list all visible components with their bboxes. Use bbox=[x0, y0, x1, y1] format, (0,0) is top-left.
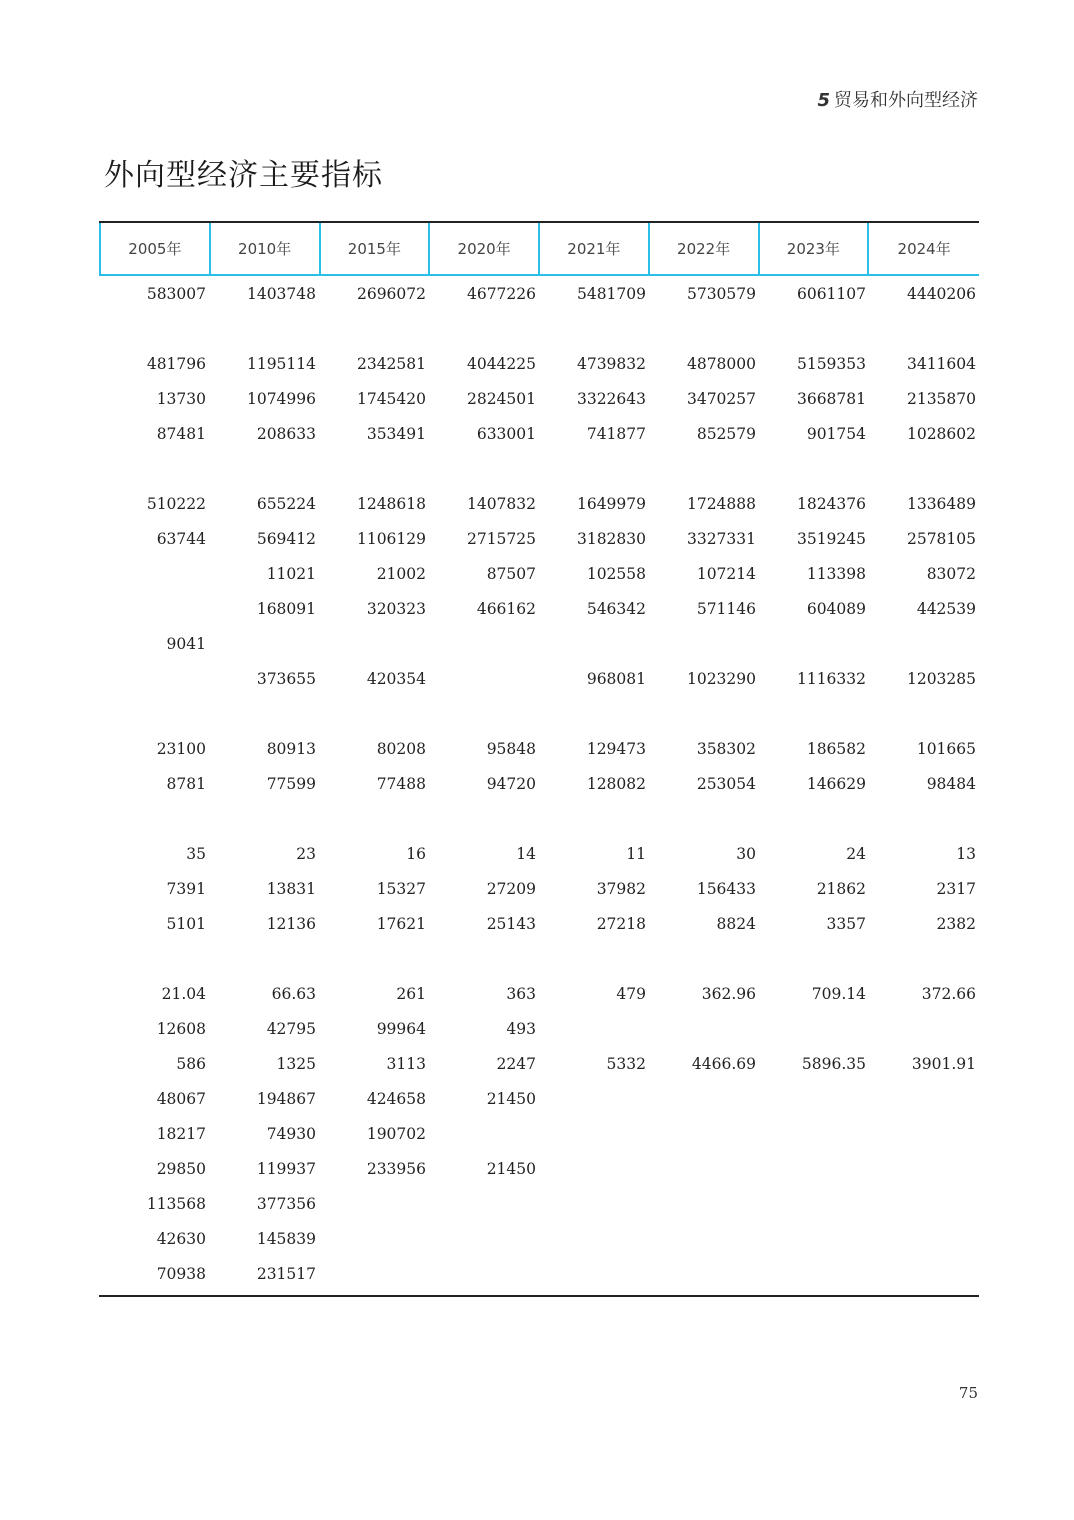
table-cell: 510222 bbox=[146, 494, 206, 513]
table-cell: 146629 bbox=[806, 774, 866, 793]
table-cell: 233956 bbox=[366, 1159, 426, 1178]
table-row bbox=[99, 556, 979, 591]
table-cell: 493 bbox=[506, 1019, 536, 1038]
column-header: 2005年 bbox=[101, 223, 211, 274]
table-cell: 4739832 bbox=[576, 354, 646, 373]
table-cell: 1325 bbox=[276, 1054, 316, 1073]
table-cell: 2824501 bbox=[466, 389, 536, 408]
table-cell: 95848 bbox=[486, 739, 536, 758]
table-cell: 3668781 bbox=[796, 389, 866, 408]
table-cell: 1203285 bbox=[906, 669, 976, 688]
table-cell: 13 bbox=[956, 844, 976, 863]
table-row bbox=[99, 276, 979, 311]
table-row bbox=[99, 521, 979, 556]
table-cell: 80208 bbox=[376, 739, 426, 758]
table-cell: 442539 bbox=[916, 599, 976, 618]
table-cell: 1195114 bbox=[246, 354, 316, 373]
table-cell: 15327 bbox=[376, 879, 426, 898]
table-cell: 479 bbox=[616, 984, 646, 1003]
table-cell: 190702 bbox=[366, 1124, 426, 1143]
table-cell: 107214 bbox=[696, 564, 756, 583]
chapter-number: 5 bbox=[817, 90, 830, 111]
table-cell: 113568 bbox=[146, 1194, 206, 1213]
table-cell: 633001 bbox=[476, 424, 536, 443]
table-cell: 1724888 bbox=[686, 494, 756, 513]
column-header: 2022年 bbox=[650, 223, 760, 274]
table-cell: 208633 bbox=[256, 424, 316, 443]
table-cell: 7391 bbox=[166, 879, 206, 898]
table-cell: 1106129 bbox=[356, 529, 426, 548]
table-cell: 604089 bbox=[806, 599, 866, 618]
table-cell: 2696072 bbox=[356, 284, 426, 303]
table-cell: 113398 bbox=[806, 564, 866, 583]
table-cell: 362.96 bbox=[701, 984, 756, 1003]
table-cell: 1403748 bbox=[246, 284, 316, 303]
table-cell: 8824 bbox=[716, 914, 756, 933]
table-cell: 29850 bbox=[156, 1159, 206, 1178]
table-cell: 320323 bbox=[366, 599, 426, 618]
table-cell: 129473 bbox=[586, 739, 646, 758]
table-row bbox=[99, 976, 979, 1011]
table-cell: 586 bbox=[176, 1054, 206, 1073]
table-row bbox=[99, 871, 979, 906]
table-cell: 101665 bbox=[916, 739, 976, 758]
column-header: 2021年 bbox=[540, 223, 650, 274]
chapter-title: 贸易和外向型经济 bbox=[834, 90, 978, 111]
table-cell: 3322643 bbox=[576, 389, 646, 408]
table-cell: 156433 bbox=[696, 879, 756, 898]
table-cell: 4440206 bbox=[906, 284, 976, 303]
section-gap bbox=[99, 311, 979, 346]
table-cell: 128082 bbox=[586, 774, 646, 793]
table-cell: 24 bbox=[846, 844, 866, 863]
table-cell: 5481709 bbox=[576, 284, 646, 303]
chapter-header bbox=[817, 86, 978, 112]
table-cell: 27209 bbox=[486, 879, 536, 898]
indicator-table bbox=[99, 221, 979, 1297]
table-cell: 5730579 bbox=[686, 284, 756, 303]
table-cell: 363 bbox=[506, 984, 536, 1003]
table-cell: 481796 bbox=[146, 354, 206, 373]
page-number: 75 bbox=[958, 1384, 978, 1402]
table-row bbox=[99, 346, 979, 381]
table-cell: 3470257 bbox=[686, 389, 756, 408]
table-cell: 63744 bbox=[156, 529, 206, 548]
table-cell: 901754 bbox=[806, 424, 866, 443]
table-cell: 70938 bbox=[156, 1264, 206, 1283]
table-cell: 583007 bbox=[146, 284, 206, 303]
table-cell: 30 bbox=[736, 844, 756, 863]
table-cell: 569412 bbox=[256, 529, 316, 548]
column-header: 2020年 bbox=[430, 223, 540, 274]
table-body bbox=[99, 276, 979, 1291]
table-cell: 37982 bbox=[596, 879, 646, 898]
table-cell: 1824376 bbox=[796, 494, 866, 513]
table-cell: 66.63 bbox=[271, 984, 316, 1003]
table-cell: 17621 bbox=[376, 914, 426, 933]
table-cell: 12136 bbox=[266, 914, 316, 933]
table-cell: 21450 bbox=[486, 1089, 536, 1108]
table-cell: 186582 bbox=[806, 739, 866, 758]
table-cell: 94720 bbox=[486, 774, 536, 793]
table-cell: 16 bbox=[406, 844, 426, 863]
table-cell: 13831 bbox=[266, 879, 316, 898]
table-cell: 2342581 bbox=[356, 354, 426, 373]
table-cell: 420354 bbox=[366, 669, 426, 688]
table-cell: 1745420 bbox=[356, 389, 426, 408]
table-cell: 5159353 bbox=[796, 354, 866, 373]
table-cell: 261 bbox=[396, 984, 426, 1003]
table-cell: 852579 bbox=[696, 424, 756, 443]
table-cell: 21862 bbox=[816, 879, 866, 898]
table-cell: 6061107 bbox=[796, 284, 866, 303]
table-cell: 4878000 bbox=[686, 354, 756, 373]
table-row bbox=[99, 626, 979, 661]
table-cell: 424658 bbox=[366, 1089, 426, 1108]
table-row bbox=[99, 661, 979, 696]
table-cell: 1407832 bbox=[466, 494, 536, 513]
table-cell: 99964 bbox=[376, 1019, 426, 1038]
table-cell: 2578105 bbox=[906, 529, 976, 548]
table-row bbox=[99, 1151, 979, 1186]
table-cell: 2715725 bbox=[466, 529, 536, 548]
table-header-row bbox=[99, 223, 979, 276]
table-cell: 21.04 bbox=[161, 984, 206, 1003]
table-cell: 27218 bbox=[596, 914, 646, 933]
table-cell: 231517 bbox=[256, 1264, 316, 1283]
table-cell: 1074996 bbox=[246, 389, 316, 408]
table-cell: 12608 bbox=[156, 1019, 206, 1038]
table-cell: 98484 bbox=[926, 774, 976, 793]
table-cell: 373655 bbox=[256, 669, 316, 688]
table-cell: 77488 bbox=[376, 774, 426, 793]
table-cell: 42630 bbox=[156, 1229, 206, 1248]
table-cell: 655224 bbox=[256, 494, 316, 513]
table-cell: 1028602 bbox=[906, 424, 976, 443]
table-cell: 1248618 bbox=[356, 494, 426, 513]
table-cell: 4677226 bbox=[466, 284, 536, 303]
table-cell: 253054 bbox=[696, 774, 756, 793]
table-cell: 87481 bbox=[156, 424, 206, 443]
table-cell: 74930 bbox=[266, 1124, 316, 1143]
table-cell: 1023290 bbox=[686, 669, 756, 688]
table-cell: 14 bbox=[516, 844, 536, 863]
table-cell: 13730 bbox=[156, 389, 206, 408]
table-row bbox=[99, 1081, 979, 1116]
table-row bbox=[99, 416, 979, 451]
table-cell: 3113 bbox=[386, 1054, 426, 1073]
table-cell: 4466.69 bbox=[691, 1054, 756, 1073]
section-gap bbox=[99, 451, 979, 486]
table-cell: 2247 bbox=[496, 1054, 536, 1073]
table-cell: 3901.91 bbox=[911, 1054, 976, 1073]
table-cell: 3182830 bbox=[576, 529, 646, 548]
table-row bbox=[99, 1011, 979, 1046]
table-cell: 358302 bbox=[696, 739, 756, 758]
table-cell: 102558 bbox=[586, 564, 646, 583]
table-cell: 1116332 bbox=[796, 669, 866, 688]
section-gap bbox=[99, 696, 979, 731]
table-cell: 968081 bbox=[586, 669, 646, 688]
table-cell: 709.14 bbox=[811, 984, 866, 1003]
table-cell: 83072 bbox=[926, 564, 976, 583]
table-cell: 5101 bbox=[166, 914, 206, 933]
table-cell: 11 bbox=[626, 844, 646, 863]
table-cell: 87507 bbox=[486, 564, 536, 583]
table-cell: 2135870 bbox=[906, 389, 976, 408]
table-cell: 42795 bbox=[266, 1019, 316, 1038]
table-cell: 3519245 bbox=[796, 529, 866, 548]
table-cell: 5896.35 bbox=[801, 1054, 866, 1073]
table-cell: 571146 bbox=[696, 599, 756, 618]
table-cell: 8781 bbox=[166, 774, 206, 793]
column-header: 2024年 bbox=[897, 240, 951, 258]
table-cell: 2317 bbox=[936, 879, 976, 898]
table-cell: 11021 bbox=[266, 564, 316, 583]
table-row bbox=[99, 1046, 979, 1081]
column-header: 2015年 bbox=[321, 223, 431, 274]
table-cell: 9041 bbox=[166, 634, 206, 653]
table-cell: 377356 bbox=[256, 1194, 316, 1213]
table-row bbox=[99, 1256, 979, 1291]
table-cell: 119937 bbox=[256, 1159, 316, 1178]
table-cell: 546342 bbox=[586, 599, 646, 618]
column-header: 2023年 bbox=[760, 223, 870, 274]
table-cell: 145839 bbox=[256, 1229, 316, 1248]
table-cell: 3327331 bbox=[686, 529, 756, 548]
table-row bbox=[99, 766, 979, 801]
table-cell: 3411604 bbox=[906, 354, 976, 373]
table-row bbox=[99, 486, 979, 521]
table-cell: 21002 bbox=[376, 564, 426, 583]
table-row bbox=[99, 1221, 979, 1256]
table-row bbox=[99, 731, 979, 766]
table-row bbox=[99, 836, 979, 871]
table-cell: 168091 bbox=[256, 599, 316, 618]
table-row bbox=[99, 1186, 979, 1221]
table-cell: 80913 bbox=[266, 739, 316, 758]
table-cell: 194867 bbox=[256, 1089, 316, 1108]
page-title: 外向型经济主要指标 bbox=[104, 158, 383, 193]
table-cell: 23100 bbox=[156, 739, 206, 758]
table-cell: 77599 bbox=[266, 774, 316, 793]
table-row bbox=[99, 1116, 979, 1151]
table-cell: 23 bbox=[296, 844, 316, 863]
table-cell: 25143 bbox=[486, 914, 536, 933]
table-bottom-rule bbox=[99, 1295, 979, 1297]
table-cell: 35 bbox=[186, 844, 206, 863]
table-row bbox=[99, 381, 979, 416]
table-cell: 18217 bbox=[156, 1124, 206, 1143]
table-cell: 21450 bbox=[486, 1159, 536, 1178]
table-cell: 353491 bbox=[366, 424, 426, 443]
table-cell: 1649979 bbox=[576, 494, 646, 513]
section-gap bbox=[99, 801, 979, 836]
table-cell: 466162 bbox=[476, 599, 536, 618]
table-cell: 3357 bbox=[826, 914, 866, 933]
column-header: 2010年 bbox=[211, 223, 321, 274]
table-row bbox=[99, 591, 979, 626]
table-cell: 4044225 bbox=[466, 354, 536, 373]
table-cell: 48067 bbox=[156, 1089, 206, 1108]
table-cell: 741877 bbox=[586, 424, 646, 443]
table-cell: 5332 bbox=[606, 1054, 646, 1073]
table-row bbox=[99, 906, 979, 941]
table-cell: 372.66 bbox=[921, 984, 976, 1003]
table-cell: 1336489 bbox=[906, 494, 976, 513]
section-gap bbox=[99, 941, 979, 976]
table-cell: 2382 bbox=[936, 914, 976, 933]
